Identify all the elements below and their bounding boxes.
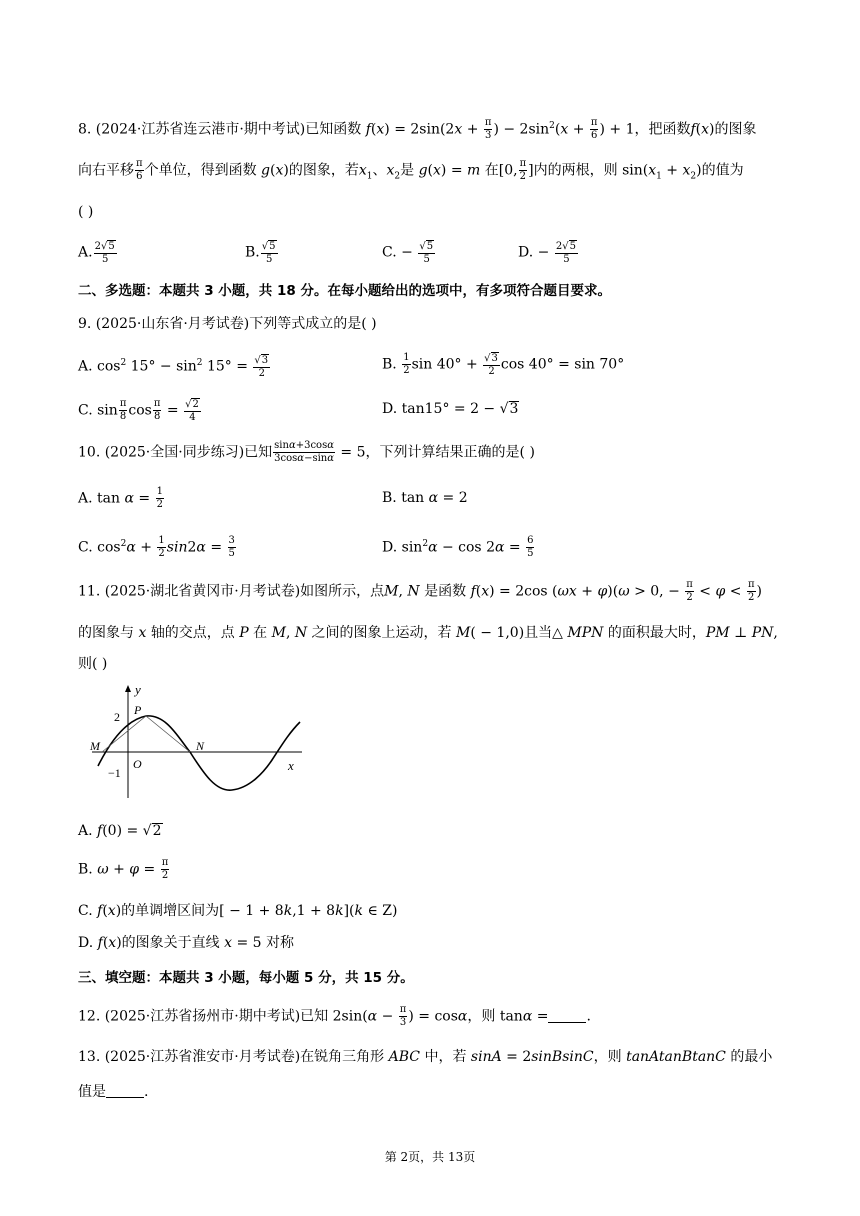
q8-function-f: f (365, 121, 371, 138)
q10-option-b[interactable]: B. tan α = 2 (382, 490, 468, 506)
q8-option-d[interactable]: D. − $\frac{2√5}{5}$ (518, 241, 576, 265)
q8-answer-paren: ( ) (78, 204, 94, 220)
q9-option-a[interactable]: A. $\cos^2 15^\circ - \sin^2 15^\circ$ = $\frac{√3}{2}$ (78, 355, 269, 380)
graph-origin: O (133, 757, 142, 771)
q9-option-c[interactable]: C. sin $\frac{\pi}{8}$ cos $\frac{\pi}{8}$ = $\frac{√2}{4}$ (78, 398, 199, 423)
q11-graph (88, 682, 308, 802)
q10-option-d[interactable]: D. $\sin^2\alpha - \cos 2\alpha$ = $\frac{6}{5}$ (382, 535, 534, 560)
q11-stem-line2: 的图象与 x 轴的交点，点 P 在 M, N 之间的图象上运动，若 M( − 1,0)且当△ MPN 的面积最大时，PM ⊥ PN, (78, 625, 778, 641)
q11-stem-line1: 11. (2025·湖北省黄冈市·月考试卷)如图所示，点M, N 是函数 f(x) = 2cos (ωx + φ)(ω > 0, − $\frac{\pi}{2}$ < φ < $\frac{\pi}{2}$ ) (78, 579, 762, 603)
q12-answer-blank[interactable] (548, 1008, 586, 1023)
q8-line2: 向右平移 $\frac{\pi}{6}$ 个单位，得到函数 g(x)的图象，若$x_1$、$x_2$是 g(x) = m 在[0, $\frac{\pi}{2}$ ]内的两根，则 $\sin(x_1 + x_2)$的值为 (78, 158, 744, 182)
graph-tick-neg1: −1 (108, 766, 121, 780)
graph-segment-pm (102, 716, 146, 752)
q9-option-d[interactable]: D. tan15° = 2 − √3 (382, 401, 519, 417)
q10-stem: 10. (2025·全国·同步练习)已知 $\frac{\sin\alpha+3\cos\alpha}{3\cos\alpha-\sin\alpha}$ = 5，下列计算结果正确的是( ) (78, 440, 535, 464)
graph-y-label: y (135, 682, 141, 697)
graph-x-label: x (288, 758, 294, 773)
q8-option-c[interactable]: C. − $\frac{√5}{5}$ (382, 241, 434, 265)
q12-stem: 12. (2025·江苏省扬州市·期中考试)已知 2sin(α − $\frac{\pi}{3}$ ) = cosα，则 tanα = . (78, 1004, 591, 1028)
q11-option-c[interactable]: C. f(x)的单调增区间为[ − 1 + 8k,1 + 8k](k ∈ Z) (78, 903, 398, 919)
q10-option-a[interactable]: A. tan α = $\frac{1}{2}$ (78, 486, 163, 510)
graph-point-p: P (134, 703, 142, 717)
graph-tick-2: 2 (114, 710, 120, 724)
q8-option-a[interactable]: A. $\frac{2√5}{5}$ (78, 241, 115, 265)
q13-answer-blank[interactable] (106, 1083, 144, 1098)
q8-option-b[interactable]: B. $\frac{√5}{5}$ (245, 241, 276, 265)
page-footer: 第 2页，共 13页 (384, 1150, 476, 1164)
graph-point-n: N (196, 739, 205, 753)
q8-line1: 8. (2024·江苏省连云港市·期中考试)已知函数 f(x) = 2sin(2x + $\frac{\pi}{3}$ ) − $2\sin^2(x$ + $\frac{\pi}{6}$ ) + 1，把函数f(x)的图象 (78, 117, 757, 142)
q11-option-a[interactable]: A. f(0) = √2 (78, 823, 162, 839)
q11-option-d[interactable]: D. f(x)的图象关于直线 x = 5 对称 (78, 935, 295, 951)
q13-line1: 13. (2025·江苏省淮安市·月考试卷)在锐角三角形 ABC 中，若 sinA = 2sinBsinC，则 tanAtanBtanC 的最小 (78, 1049, 773, 1065)
q13-line2: 值是 . (78, 1084, 149, 1100)
q10-option-c[interactable]: C. $\cos^2\alpha$ + $\frac{1}{2}$ sin2α = $\frac{3}{5}$ (78, 535, 235, 560)
section-2-heading: 二、多选题：本题共 3 小题，共 18 分。在每小题给出的选项中，有多项符合题目要求。 (78, 283, 611, 299)
graph-segment-pn (146, 716, 190, 752)
q11-option-b[interactable]: B. ω + φ = $\frac{\pi}{2}$ (78, 857, 169, 881)
graph-point-m: M (90, 739, 100, 753)
section-3-heading: 三、填空题：本题共 3 小题，每小题 5 分，共 15 分。 (78, 970, 414, 986)
q11-stem-line3: 则( ) (78, 656, 108, 672)
q9-option-b[interactable]: B. $\frac{1}{2}$ sin 40° + $\frac{√3}{2}$ cos 40° = sin 70° (382, 352, 625, 377)
q9-stem: 9. (2025·山东省·月考试卷)下列等式成立的是( ) (78, 316, 377, 332)
